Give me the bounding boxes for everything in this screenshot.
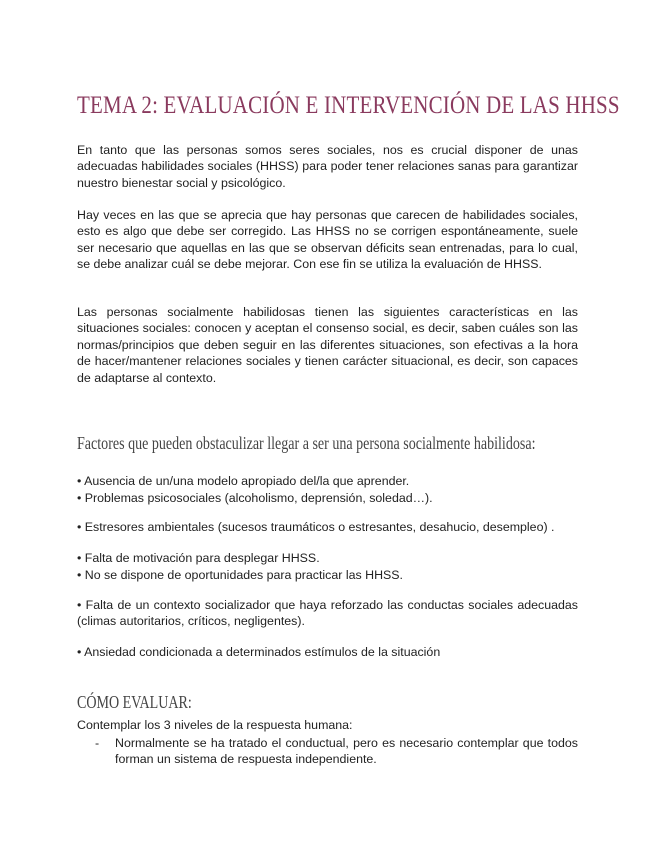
dash-item-text: Normalmente se ha tratado el conductual, pero es necesario contemplar que todos forman un sistema de respuesta independiente. xyxy=(115,736,578,767)
deficits-paragraph: Hay veces en las que se aprecia que hay personas que carecen de habilidades sociales, esto es algo que debe ser corregido. Las HHSS no se corrigen espontáneamente, suele ser necesario que aquellas en las que se observan déficits sean entrenadas, para lo cual, se debe analizar cuál se debe mejorar. Con ese fin se utiliza la evaluación de HHSS. xyxy=(77,208,578,272)
factor-item: • Ansiedad condicionada a determinados estímulos de la situación xyxy=(77,645,441,659)
factor-item: • Problemas psicosociales (alcoholismo, deprensión, soledad…). xyxy=(77,491,433,505)
dash-marker: - xyxy=(95,736,100,750)
characteristics-paragraph: Las personas socialmente habilidosas tienen las siguientes características en las situaciones sociales: conocen y aceptan el consenso social, es decir, saben cuáles son las normas/principios que deben seguir en las diferentes situaciones, son efectivas a la hora de hacer/mantener relaciones sociales y tienen carácter situacional, es decir, son capaces de adaptarse al contexto. xyxy=(77,305,578,385)
factors-heading: Factores que pueden obstaculizar llegar a ser una persona socialmente habilidosa: xyxy=(77,433,536,453)
evaluate-heading: CÓMO EVALUAR: xyxy=(77,692,192,712)
evaluate-intro: Contemplar los 3 niveles de la respuesta humana: xyxy=(77,718,353,732)
factor-item: • No se dispone de oportunidades para practicar las HHSS. xyxy=(77,568,403,582)
factor-item: • Estresores ambientales (sucesos traumáticos o estresantes, desahucio, desempleo) . xyxy=(77,520,555,534)
factor-item: • Falta de un contexto socializador que haya reforzado las conductas sociales adecuadas (climas autoritarios, críticos, negligentes). xyxy=(77,598,578,629)
factor-item: • Ausencia de un/una modelo apropiado del/la que aprender. xyxy=(77,474,410,488)
intro-paragraph: En tanto que las personas somos seres sociales, nos es crucial disponer de unas adecuadas habilidades sociales (HHSS) para poder tener relaciones sanas para garantizar nuestro bienestar social y psicológico. xyxy=(77,143,578,190)
page-title: TEMA 2: EVALUACIÓN E INTERVENCIÓN DE LAS HHSS xyxy=(77,92,620,119)
factor-item: • Falta de motivación para desplegar HHSS. xyxy=(77,551,320,565)
dash-list-item xyxy=(95,735,578,768)
